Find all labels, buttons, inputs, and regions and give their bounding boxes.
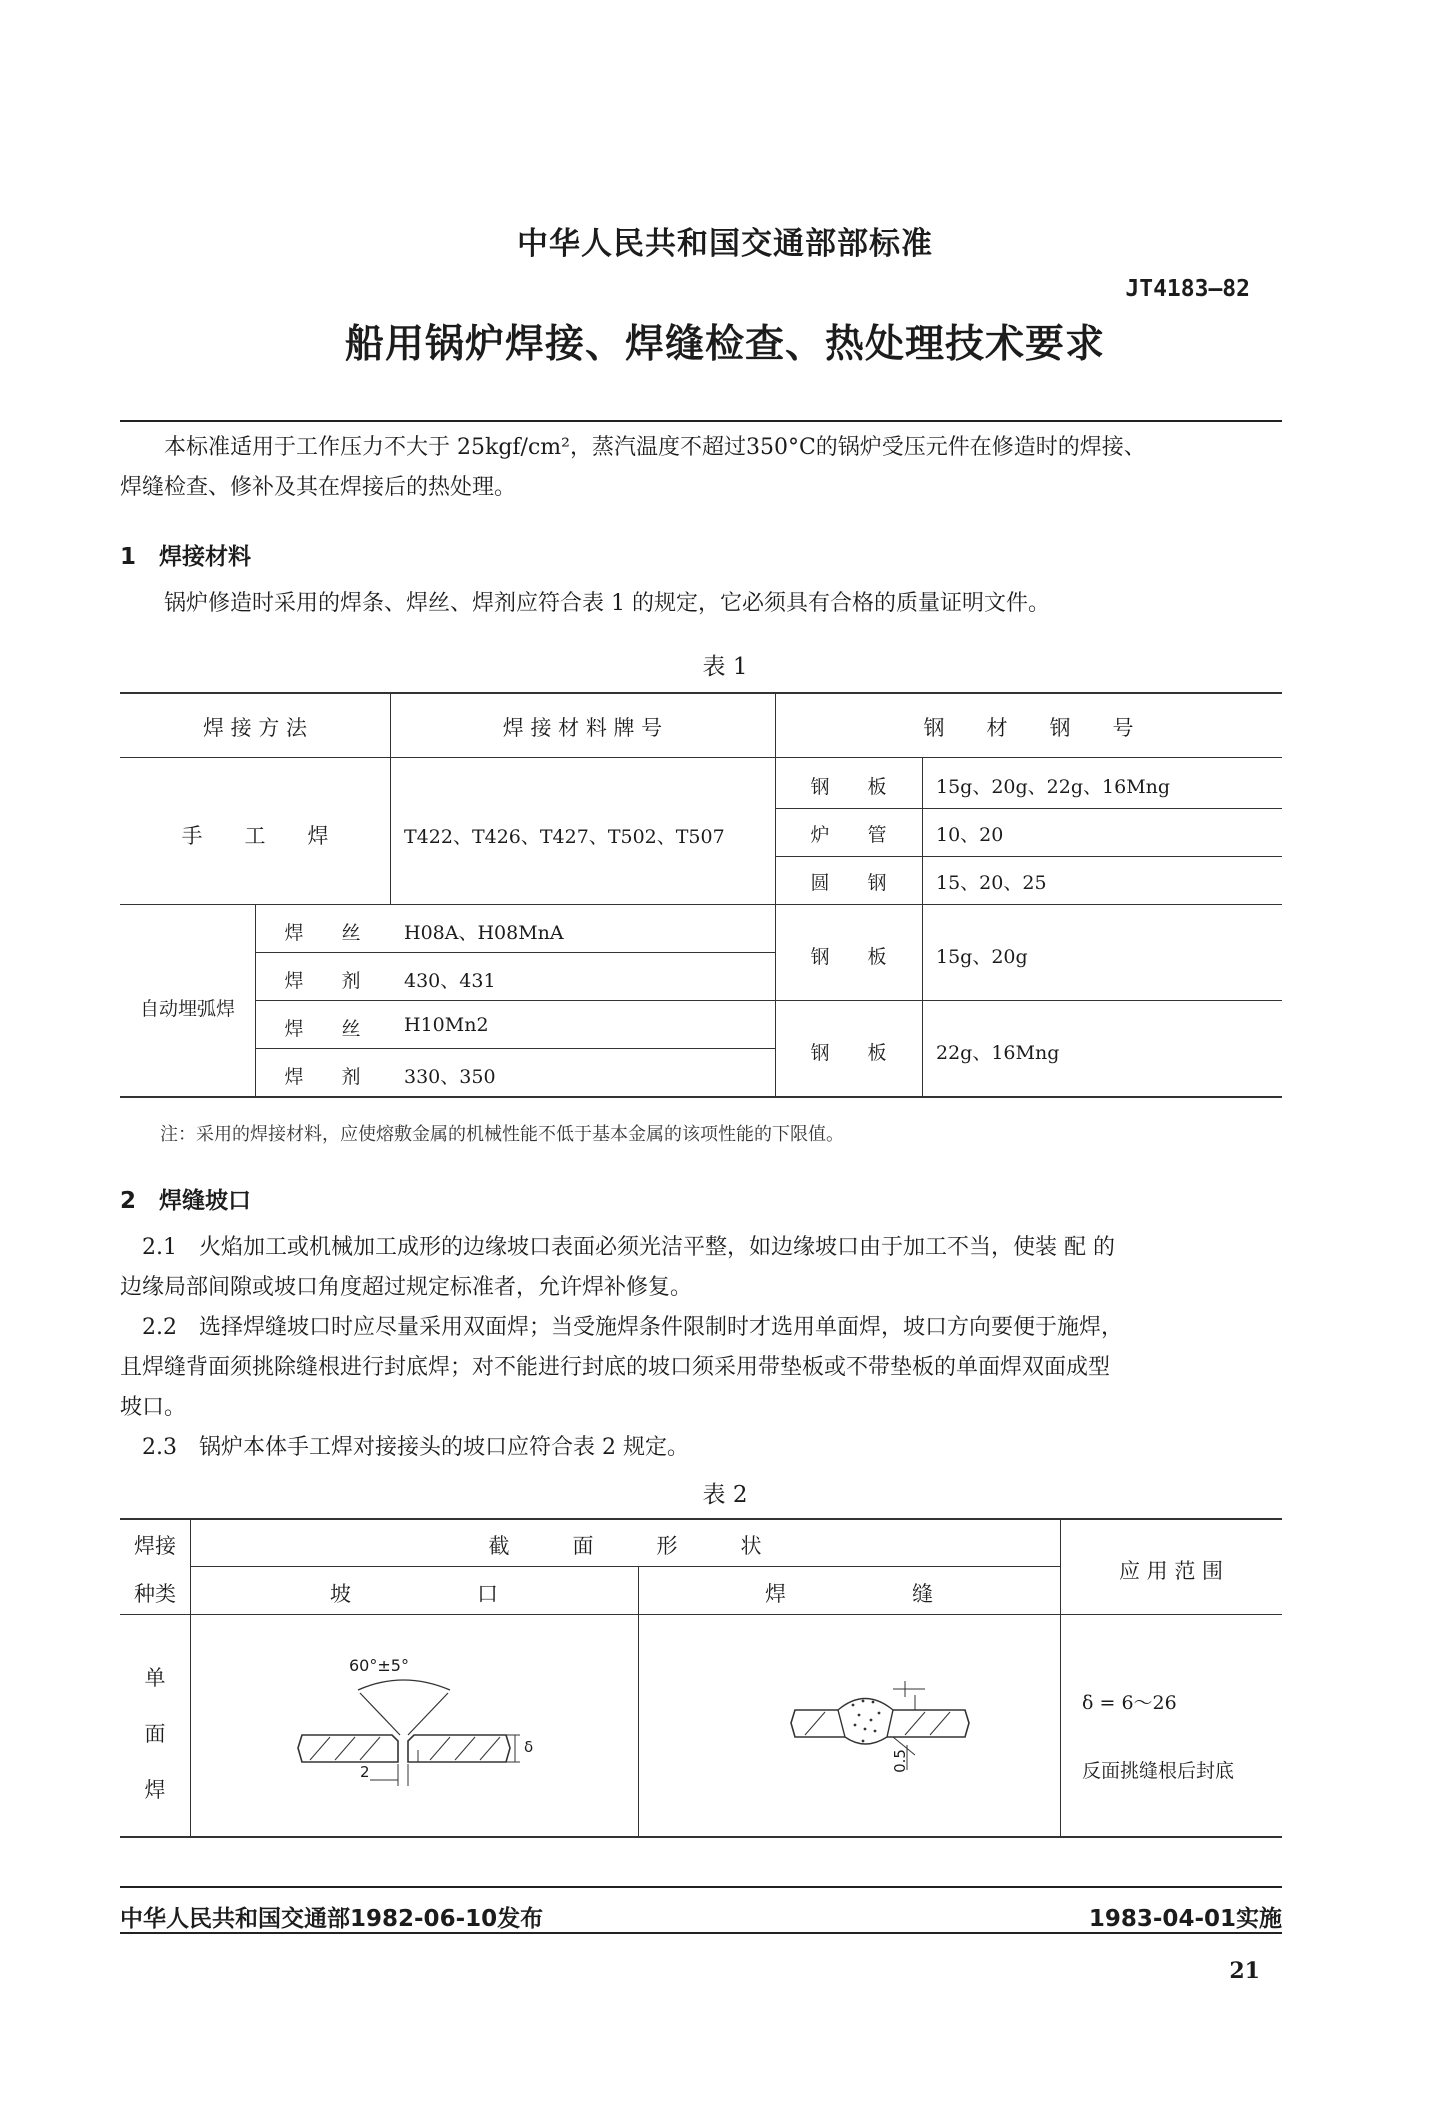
table-1-steel-grade: 15g、20g (936, 946, 1028, 968)
table-1-header-method: 焊 接 方 法 (202, 716, 308, 740)
table-1-manual-materials: T422、T426、T427、T502、T507 (404, 826, 725, 848)
table-1-note: 注：采用的焊接材料，应使熔敷金属的机械性能不低于基本金属的该项性能的下限值。 (160, 1124, 844, 1145)
standard-number: JT4183—82 (1125, 276, 1250, 302)
table-1-steel-grade: 22g、16Mng (936, 1042, 1060, 1064)
table-2-header-kind-2: 种类 (134, 1582, 176, 1606)
section-2-1-line-1: 2.1 火焰加工或机械加工成形的边缘坡口表面必须光洁平整，如边缘坡口由于加工不当，使装 配 的 (142, 1235, 1115, 1260)
section-2-1-line-2: 边缘局部间隙或坡口角度超过规定标准者，允许焊补修复。 (120, 1275, 693, 1300)
table-2-header-weld: 焊 缝 (765, 1582, 933, 1606)
document-title: 船用锅炉焊接、焊缝检查、热处理技术要求 (344, 322, 1105, 367)
table-2-header-rule (120, 1614, 1282, 1615)
table-1-header-steel: 钢 材 钢 号 (923, 716, 1134, 740)
table-2-header-groove: 坡 口 (330, 1582, 498, 1606)
table-2-header-section: 截 面 形 状 (488, 1534, 762, 1558)
table-1-auto-material: 330、350 (404, 1066, 496, 1088)
table-1-auto-material: H10Mn2 (404, 1014, 489, 1036)
table-1-auto-kind: 焊 丝 (284, 922, 361, 944)
table-2-col-rule (190, 1518, 191, 1836)
table-1-steel-grade: 15g、20g、22g、16Mng (936, 776, 1171, 798)
table-2-caption: 表 2 (702, 1482, 748, 1508)
section-2-2-line-1: 2.2 选择焊缝坡口时应尽量采用双面焊；当受施焊条件限制时才选用单面焊，坡口方向要便于施焊， (142, 1315, 1123, 1340)
section-1-heading: 1 焊接材料 (120, 544, 252, 570)
table-1-auto-kind: 焊 剂 (284, 1066, 361, 1088)
table-2-range-line-1: δ = 6～26 (1082, 1692, 1177, 1714)
table-1-auto-material: 430、431 (404, 970, 496, 992)
table-2-header-kind-1: 焊接 (134, 1534, 176, 1558)
table-1-steel-grade: 10、20 (936, 824, 1004, 846)
weld-reinforcement-label: 0.5 (890, 1749, 909, 1773)
table-1-auto-kind: 焊 剂 (284, 970, 361, 992)
table-1-steel-type: 圆 钢 (810, 872, 887, 894)
section-2-heading: 2 焊缝坡口 (120, 1188, 252, 1214)
table-2-kind-char: 单 (144, 1666, 166, 1690)
groove-thickness-label: δ (524, 1738, 534, 1756)
table-1-steel-type: 钢 板 (810, 776, 887, 798)
table-1-steel-type: 炉 管 (810, 824, 887, 846)
table-2-kind-char: 面 (144, 1722, 166, 1746)
table-1-caption: 表 1 (702, 654, 748, 680)
effective-date: 1983-04-01实施 (1088, 1906, 1282, 1932)
groove-diagram (290, 1650, 540, 1800)
intro-line-1: 本标准适用于工作压力不大于 25kgf/cm²，蒸汽温度不超过350°C的锅炉受压元件在修造时的焊接、 (164, 435, 1146, 460)
table-1-steel-type: 钢 板 (810, 1042, 887, 1064)
table-2-bottom-rule (120, 1836, 1282, 1838)
weld-diagram (775, 1665, 995, 1785)
page-number: 21 (1229, 1958, 1260, 1984)
table-2-range-line-2: 反面挑缝根后封底 (1082, 1760, 1235, 1782)
footer-rule (120, 1886, 1282, 1888)
table-1-auto-kind: 焊 丝 (284, 1018, 361, 1040)
issuing-authority: 中华人民共和国交通部部标准 (517, 226, 933, 262)
table-1-steel-grade: 15、20、25 (936, 872, 1047, 894)
section-2-3: 2.3 锅炉本体手工焊对接接头的坡口应符合表 2 规定。 (142, 1435, 689, 1460)
table-2-top-rule (120, 1518, 1282, 1520)
table-1-manual-method: 手 工 焊 (181, 824, 329, 848)
groove-gap-label: 2 (360, 1763, 370, 1781)
table-2-kind-char: 焊 (144, 1778, 166, 1802)
footer-bottom-rule (120, 1932, 1282, 1934)
table-2-rule (190, 1566, 1060, 1567)
issue-date: 中华人民共和国交通部1982-06-10发布 (120, 1906, 544, 1932)
section-2-2-line-3: 坡口。 (120, 1395, 187, 1420)
section-1-text: 锅炉修造时采用的焊条、焊丝、焊剂应符合表 1 的规定，它必须具有合格的质量证明文件。 (164, 591, 1050, 616)
section-2-2-line-2: 且焊缝背面须挑除缝根进行封底焊；对不能进行封底的坡口须采用带垫板或不带垫板的单面焊双面成型 (120, 1355, 1111, 1380)
table-1-auto-method: 自动埋弧焊 (139, 998, 235, 1020)
intro-line-2: 焊缝检查、修补及其在焊接后的热处理。 (120, 475, 517, 500)
table-1-header-material: 焊 接 材 料 牌 号 (502, 716, 663, 740)
table-2-header-range: 应 用 范 围 (1118, 1559, 1224, 1583)
table-1-steel-type: 钢 板 (810, 946, 887, 968)
groove-angle-label: 60°±5° (349, 1656, 409, 1675)
table-1-auto-material: H08A、H08MnA (404, 922, 564, 944)
